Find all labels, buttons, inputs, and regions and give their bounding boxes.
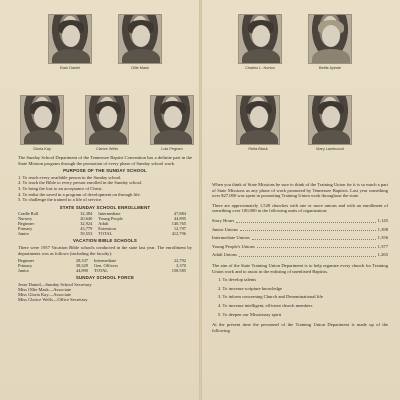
list-item: [212, 243, 388, 252]
page-gutter: [199, 0, 202, 400]
table-cell: Junior: [18, 231, 29, 237]
list-item: Miss Ollie Mask—Associate: [18, 286, 72, 292]
dot-leader: [236, 217, 375, 223]
purpose-list: [18, 175, 192, 203]
unit-value: 1,265: [377, 252, 388, 258]
list-item: 1. To develop talents: [218, 277, 257, 283]
table-cell: 22,792: [173, 258, 186, 264]
portrait-photo: [238, 14, 282, 64]
dot-leader: [239, 251, 376, 257]
list-item: [212, 251, 388, 260]
table-cell: Primary: [18, 226, 33, 232]
right-column: [212, 182, 388, 335]
aim-text: The aim of the State Training Union Department is to help organize every church for Training Union work and to assist in the enlisting of unenlisted Baptists.: [212, 262, 388, 274]
vbs-table: [18, 258, 192, 273]
unit-label: Junior Unions: [212, 226, 238, 232]
list-item: Miss Gloria Kay—Associate: [18, 292, 72, 298]
purpose-heading: PURPOSE OF THE SUNDAY SCHOOL: [63, 168, 147, 174]
table-cell: 140,765: [171, 221, 186, 227]
table-cell: Extension: [98, 226, 116, 232]
unit-label: Intermediate Unions: [212, 235, 250, 241]
unit-label: Story Hours: [212, 217, 235, 223]
list-item: 5. To deepen our Missionary spirit: [218, 311, 282, 317]
table-row: [18, 268, 192, 273]
table-cell: Primary: [18, 263, 33, 269]
portrait-caption: Charles L. Norton: [245, 66, 275, 70]
portrait-photo: [118, 14, 162, 64]
dot-leader: [240, 226, 376, 232]
enrollment-heading: STATE SUNDAY SCHOOL ENROLLMENT: [59, 204, 151, 210]
unit-label: Young People's Unions: [212, 243, 255, 249]
training-union-intro: When you think of State Missions be sure to think of the Training Union for it is so much a part of State Missions as any phase of work promoted by Tennessee Baptists. Last year something over $27,000 was spent in promoting Training Union work throughout the state.: [212, 182, 388, 199]
list-item: Jesse Daniel—Sunday School Secretary: [18, 281, 92, 287]
dot-leader: [252, 234, 376, 240]
enrollment-table: [18, 211, 192, 236]
left-column: [18, 155, 192, 303]
list-item: 1. To reach every available person in the Sunday school.: [18, 174, 122, 180]
unit-value: 1,145: [377, 217, 388, 223]
list-item: [212, 217, 388, 226]
list-item: 4. To enlist the saved in a program of development on through life.: [18, 191, 141, 197]
table-cell: 412,796: [171, 231, 186, 237]
list-item: [212, 226, 388, 235]
sunday-school-intro: The Sunday School Department of the Tennessee Baptist Convention has a definite part in the State Mission program through the promotion of every phase of Sunday school work.: [18, 155, 192, 166]
portrait-photo: [308, 95, 352, 145]
force-list: [18, 282, 192, 303]
aims-list: [218, 276, 388, 319]
unions-text: There are approximately 1,528 churches with one or more unions and with an enrollment of something over 100,000 in the following units of organization:: [212, 202, 388, 214]
portrait-photo: [48, 14, 92, 64]
list-item: 5. To challenge the trained to a life of service.: [18, 197, 103, 203]
table-row: [18, 231, 192, 236]
table-cell: TOTAL: [98, 231, 113, 237]
portrait-caption: Clarice Wells: [95, 147, 119, 151]
unit-value: 1,377: [377, 243, 388, 249]
portrait-caption: Reita Black: [248, 147, 268, 151]
table-cell: Cradle Roll: [18, 211, 39, 217]
table-cell: 39,553: [80, 231, 93, 237]
list-item: 2. To teach the Bible to every person enrolled in the Sunday school.: [18, 180, 143, 186]
portrait-photo: [150, 95, 194, 145]
list-item: 3. To bring the lost to an acceptance of Christ.: [18, 185, 103, 191]
table-cell: 32,924: [80, 221, 93, 227]
table-cell: 12,797: [173, 226, 186, 232]
list-item: 2. To increase scripture knowledge: [218, 285, 283, 291]
table-cell: 158,585: [171, 268, 186, 274]
unit-label: Adult Unions: [212, 252, 237, 258]
table-cell: Beginner: [18, 221, 35, 227]
closing-text: At the present time the personnel of the Training Union Department is made up of the following: [212, 322, 388, 333]
table-cell: 43,779: [80, 226, 93, 232]
portrait-caption: Gloria Kay: [33, 147, 51, 151]
table-cell: 44,890: [75, 268, 88, 274]
list-item: 4. To increase intelligent, efficient church members: [218, 302, 313, 308]
table-cell: 44,895: [173, 216, 186, 222]
table-cell: Young People: [98, 216, 123, 222]
table-cell: 47,884: [173, 211, 186, 217]
table-cell: 32,384: [80, 211, 93, 217]
table-cell: Junior: [18, 268, 29, 274]
list-item: [212, 234, 388, 243]
table-cell: 20,640: [80, 216, 93, 222]
vbs-heading: VACATION BIBLE SCHOOLS: [73, 238, 137, 244]
units-list: [212, 217, 388, 260]
portrait-caption: Mary Lambuood: [316, 147, 344, 151]
dot-leader: [257, 243, 376, 249]
unit-value: 1,398: [377, 226, 388, 232]
portrait-photo: [236, 95, 280, 145]
table-cell: Intermediate: [93, 258, 117, 264]
table-cell: 3,370: [176, 263, 186, 269]
portrait-photo: [85, 95, 129, 145]
table-cell: Nursery: [18, 216, 33, 222]
table-cell: 38,329: [75, 263, 88, 269]
portrait-caption: Ewin Daniel: [59, 66, 81, 70]
table-cell: Intermediate: [98, 211, 121, 217]
portrait-photo: [20, 95, 64, 145]
vbs-intro: There were 1957 Vacation Bible schools conducted in the state last year. The enrollment by departments was as follows (including the faculty):: [18, 244, 192, 256]
table-cell: Beginner: [18, 258, 35, 264]
portrait-caption: Ollie Mask: [131, 66, 149, 70]
list-item: 3. To inform concerning Church and Denominational life: [218, 294, 323, 300]
portrait-caption: Lois Pegram: [161, 147, 183, 151]
list-item: Miss Clarice Wells—Office Secretary: [18, 297, 88, 303]
table-cell: 28,337: [75, 258, 88, 264]
table-cell: Adult: [98, 221, 109, 227]
force-heading: SUNDAY SCHOOL FORCE: [75, 275, 135, 281]
portrait-caption: Bettie Ayeste: [318, 66, 342, 70]
table-cell: TOTAL: [93, 268, 108, 274]
unit-value: 1,356: [377, 235, 388, 241]
table-cell: Gen. Officers: [93, 263, 118, 269]
portrait-photo: [308, 14, 352, 64]
